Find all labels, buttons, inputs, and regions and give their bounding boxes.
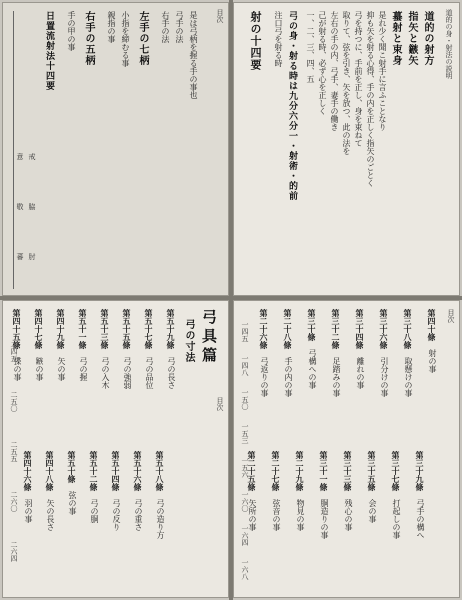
entry-text: 矢所の事: [248, 499, 257, 531]
entry-text: 胴造りの事: [320, 499, 329, 539]
item-text: 弓手の法: [175, 11, 184, 43]
entry-number: 第五十六條: [133, 451, 143, 491]
col-label: 敬: [16, 203, 24, 210]
toc-entry: [100, 309, 110, 389]
entry-number: 第五十一條: [78, 309, 88, 349]
entry-text: 会の事: [368, 499, 377, 523]
entry-number: 第五十四條: [111, 451, 121, 491]
toc-entry: [355, 309, 365, 389]
entry-number: 第五十七條: [144, 309, 154, 349]
toc-entry: [307, 309, 317, 389]
entry-number: 第二十八條: [283, 309, 293, 349]
toc-entry: [78, 309, 88, 381]
toc-entry: [89, 451, 99, 523]
page-number: 二六〇: [10, 491, 18, 512]
part-subtitle: 弓の寸法: [183, 319, 194, 363]
page-number: 二五五: [10, 441, 18, 462]
entry-number: 第三十條: [307, 309, 317, 341]
entry-number: 第五十二條: [89, 451, 99, 491]
page-top-left: [2, 2, 229, 296]
page-number: 二五〇: [10, 391, 18, 412]
entry-text: 矢の長さ: [46, 499, 55, 531]
item-text: 手の甲の事: [67, 11, 76, 51]
entry-text: 離れの事: [356, 357, 365, 389]
entry-text: 弓返りの事: [260, 357, 269, 397]
entry-number: 第五十九條: [166, 309, 176, 349]
toc-entry: [331, 309, 341, 397]
entry-number: 第二十九條: [295, 451, 305, 491]
toc-entry: [367, 451, 377, 523]
entry-number: 第四十九條: [56, 309, 66, 349]
body-line-bold: 弓の身・射る時は九分六分一・射術・的前: [287, 11, 297, 201]
section-heading-right: 右手の五柄: [83, 11, 94, 66]
entry-text: 弓の入木: [101, 357, 110, 389]
toc-entry: [391, 451, 401, 539]
page-bottom-left: [2, 300, 229, 598]
toc-entry: [23, 451, 33, 523]
entry-text: 足踏みの事: [332, 357, 341, 397]
entry-text: 物見の事: [296, 499, 305, 531]
entry-text: 残心の事: [344, 499, 353, 531]
page-number: 一六八: [241, 559, 249, 580]
page-number: 一五六: [241, 457, 249, 478]
page-number: 二六四: [10, 541, 18, 562]
toc-entry: [379, 309, 389, 397]
page-number: 一六四: [241, 525, 249, 546]
toc-entry: [144, 309, 154, 389]
toc-entry: [259, 309, 269, 397]
item-text: 親指の事: [107, 11, 116, 43]
heading: 指矢と鏃矢: [406, 11, 417, 66]
entry-text: 手の内の事: [284, 357, 293, 397]
toc-entry: [403, 309, 413, 397]
toc-entry: [45, 451, 55, 531]
entry-number: 第五十五條: [122, 309, 132, 349]
toc-entry: [295, 451, 305, 531]
body-line: 己が射る時、必ず心を正しく: [318, 11, 327, 115]
entry-number: 第五十條: [67, 451, 77, 483]
toc-entry: [56, 309, 66, 381]
toc-entry: [166, 309, 176, 389]
entry-number: 第二十五條: [247, 451, 257, 491]
entry-text: 引分けの事: [380, 357, 389, 397]
entry-number: 第三十八條: [403, 309, 413, 349]
toc-entry: [122, 309, 132, 389]
body-line: 取りて、弦を引き、矢を放つ、此の法を: [342, 11, 351, 155]
entry-number: 第三十二條: [331, 309, 341, 349]
heading: 蟇射と束身: [390, 11, 401, 66]
entry-text: 弓の造り方: [156, 499, 165, 539]
page-number: 一四八: [241, 355, 249, 376]
col-label: 脇: [28, 203, 36, 210]
entry-text: 弓の強弱: [123, 357, 132, 389]
col-label: 意: [16, 153, 24, 160]
body-line: 抑も矢を射る心得、手の内を正しく指矢のごとく: [366, 11, 375, 187]
entry-number: 第三十四條: [355, 309, 365, 349]
margin-rule: [13, 11, 14, 289]
page-top-right: [233, 2, 460, 296]
entry-number: 第三十三條: [343, 451, 353, 491]
toc-entry: [283, 309, 293, 397]
toc-entry: [67, 451, 77, 515]
entry-number: 第四十五條: [12, 309, 22, 349]
toc-side-label: 目次: [216, 9, 224, 23]
entry-text: 弓の握: [79, 357, 88, 381]
entry-number: 第四十六條: [23, 451, 33, 491]
entry-number: 第二十七條: [271, 451, 281, 491]
entry-number: 第四十七條: [34, 309, 44, 349]
entry-text: 弓の反り: [112, 499, 121, 531]
entry-text: 弦の事: [68, 491, 77, 515]
entry-text: 弓構への事: [308, 349, 317, 389]
toc-entry: [427, 309, 437, 373]
entry-text: 射の事: [428, 349, 437, 373]
entry-text: 弓手の構へ: [416, 499, 425, 539]
entry-number: 第三十九條: [415, 451, 425, 491]
page-number: 一五三: [241, 423, 249, 444]
toc-side-label: 目次: [447, 309, 455, 323]
chapter-heading: 日置流射法十四要: [44, 11, 54, 91]
page-number: 二四五: [10, 341, 18, 362]
col-label: 戒: [28, 153, 36, 160]
page-bottom-right: [233, 300, 460, 598]
entry-number: 第三十七條: [391, 451, 401, 491]
entry-text: 弦音の事: [272, 499, 281, 531]
entry-text: 打起しの事: [392, 499, 401, 539]
toc-entry: [415, 451, 425, 539]
entry-text: 弓の胴: [90, 499, 99, 523]
toc-entry: [343, 451, 353, 531]
section-heading-left: 左手の七柄: [137, 11, 148, 66]
entry-text: 羽の事: [24, 499, 33, 523]
entry-text: 弓の品位: [145, 357, 154, 389]
toc-side-label: 目次: [216, 397, 224, 411]
entry-number: 第五十八條: [155, 451, 165, 491]
entry-number: 第三十五條: [367, 451, 377, 491]
running-header: 道的の身・射法の説明: [445, 9, 453, 79]
entry-text: 弓の重さ: [134, 499, 143, 531]
entry-text: 取懸けの事: [404, 357, 413, 397]
toc-entry: [271, 451, 281, 531]
entry-number: 第三十六條: [379, 309, 389, 349]
entry-number: 第五十三條: [100, 309, 110, 349]
col-label: 肘: [28, 253, 36, 260]
entry-number: 第三十一條: [319, 451, 329, 491]
entry-text: 弓の長さ: [167, 357, 176, 389]
body-line: 左右の手の内、弓手、妻手の働き: [330, 11, 339, 131]
toc-entry: [111, 451, 121, 531]
body-line: 一、二、三、四、五: [306, 11, 315, 83]
part-title: 弓具篇: [200, 309, 218, 366]
toc-entry: [34, 309, 44, 381]
item-text: 右手の法: [161, 11, 170, 43]
toc-entry: [155, 451, 165, 539]
entry-text: 鏃の事: [35, 357, 44, 381]
entry-number: 第四十條: [427, 309, 437, 341]
body-line: 是れ少く聞こ射手に言ふことなり: [378, 11, 387, 131]
body-line: 弓を持つに、手前を正し、身を束ねて: [354, 11, 363, 147]
toc-entry: [133, 451, 143, 531]
page-number: 一六〇: [241, 491, 249, 512]
page-number: 一四五: [241, 321, 249, 342]
item-text: 是は弓柄を握る手の事也: [189, 11, 198, 99]
section-title: 射の十四要: [249, 11, 262, 71]
page-number: 一五〇: [241, 389, 249, 410]
entry-text: 矢の事: [57, 357, 66, 381]
heading: 道的の射方: [422, 11, 433, 66]
col-label: 蕃: [16, 253, 24, 260]
body-line: 注口弓を射る時: [274, 11, 283, 67]
entry-number: 第四十八條: [45, 451, 55, 491]
entry-number: 第二十六條: [259, 309, 269, 349]
item-text: 小指を締むる事: [121, 11, 130, 67]
toc-entry: [319, 451, 329, 539]
entry-text: 弽の事: [13, 357, 22, 381]
